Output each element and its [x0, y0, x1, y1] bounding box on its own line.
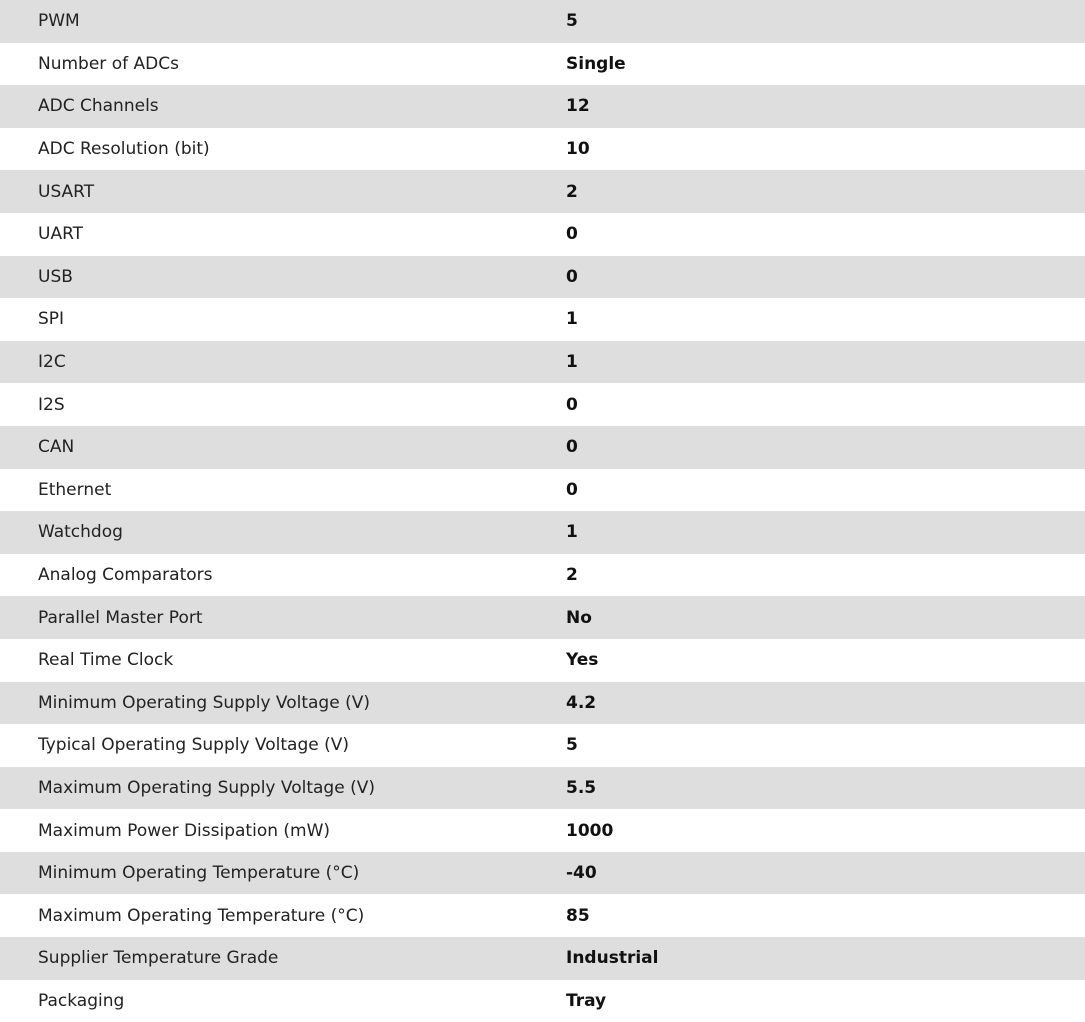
spec-value: Yes [566, 650, 599, 671]
table-row [0, 85, 1085, 128]
spec-label: Maximum Power Dissipation (mW) [38, 820, 331, 841]
spec-label: I2C [38, 352, 66, 373]
table-row [0, 213, 1085, 256]
spec-value: 1 [566, 522, 578, 543]
table-row [0, 426, 1085, 469]
spec-value: 4.2 [566, 692, 597, 713]
spec-label: CAN [38, 437, 75, 458]
table-row [0, 852, 1085, 895]
spec-value: -40 [566, 863, 597, 884]
spec-label: Maximum Operating Supply Voltage (V) [38, 777, 375, 798]
table-row [0, 894, 1085, 937]
spec-label: Parallel Master Port [38, 607, 203, 628]
spec-label: ADC Resolution (bit) [38, 139, 210, 160]
spec-value: 10 [566, 139, 590, 160]
table-row [0, 767, 1085, 810]
spec-value: 5 [566, 11, 578, 32]
table-row [0, 256, 1085, 299]
spec-label: Watchdog [38, 522, 123, 543]
table-row [0, 809, 1085, 852]
table-row [0, 511, 1085, 554]
table-row [0, 43, 1085, 86]
table-row [0, 469, 1085, 512]
spec-value: Industrial [566, 948, 659, 969]
spec-value: 2 [566, 181, 578, 202]
spec-label: USB [38, 266, 73, 287]
spec-value: 0 [566, 437, 578, 458]
table-row [0, 298, 1085, 341]
spec-label: SPI [38, 309, 65, 330]
spec-label: ADC Channels [38, 96, 159, 117]
spec-value: 5 [566, 735, 578, 756]
spec-label: Ethernet [38, 479, 112, 500]
table-row [0, 0, 1085, 43]
spec-label: Analog Comparators [38, 565, 213, 586]
spec-value: 0 [566, 394, 578, 415]
spec-value: Single [566, 53, 626, 74]
table-row [0, 383, 1085, 426]
table-row [0, 682, 1085, 725]
table-row [0, 639, 1085, 682]
spec-value: 1 [566, 352, 578, 373]
table-row [0, 724, 1085, 767]
table-row [0, 170, 1085, 213]
table-row [0, 341, 1085, 384]
spec-label: Packaging [38, 990, 125, 1011]
spec-value: 12 [566, 96, 590, 117]
spec-value: 5.5 [566, 777, 597, 798]
spec-label: Typical Operating Supply Voltage (V) [38, 735, 349, 756]
table-row [0, 596, 1085, 639]
spec-value: 85 [566, 905, 590, 926]
spec-value: 0 [566, 224, 578, 245]
spec-value: 1 [566, 309, 578, 330]
spec-value: Tray [566, 990, 607, 1011]
spec-label: Minimum Operating Supply Voltage (V) [38, 692, 370, 713]
table-row [0, 937, 1085, 980]
spec-label: USART [38, 181, 95, 202]
spec-value: No [566, 607, 592, 628]
spec-label: Minimum Operating Temperature (°C) [38, 863, 360, 884]
spec-label: PWM [38, 11, 80, 32]
spec-value: 2 [566, 565, 578, 586]
spec-label: Supplier Temperature Grade [38, 948, 279, 969]
spec-label: UART [38, 224, 84, 245]
spec-value: 1000 [566, 820, 614, 841]
table-row [0, 980, 1085, 1022]
spec-label: Real Time Clock [38, 650, 174, 671]
table-row [0, 128, 1085, 171]
table-row [0, 554, 1085, 597]
spec-label: Number of ADCs [38, 53, 179, 74]
spec-label: Maximum Operating Temperature (°C) [38, 905, 365, 926]
spec-value: 0 [566, 479, 578, 500]
spec-value: 0 [566, 266, 578, 287]
spec-label: I2S [38, 394, 65, 415]
